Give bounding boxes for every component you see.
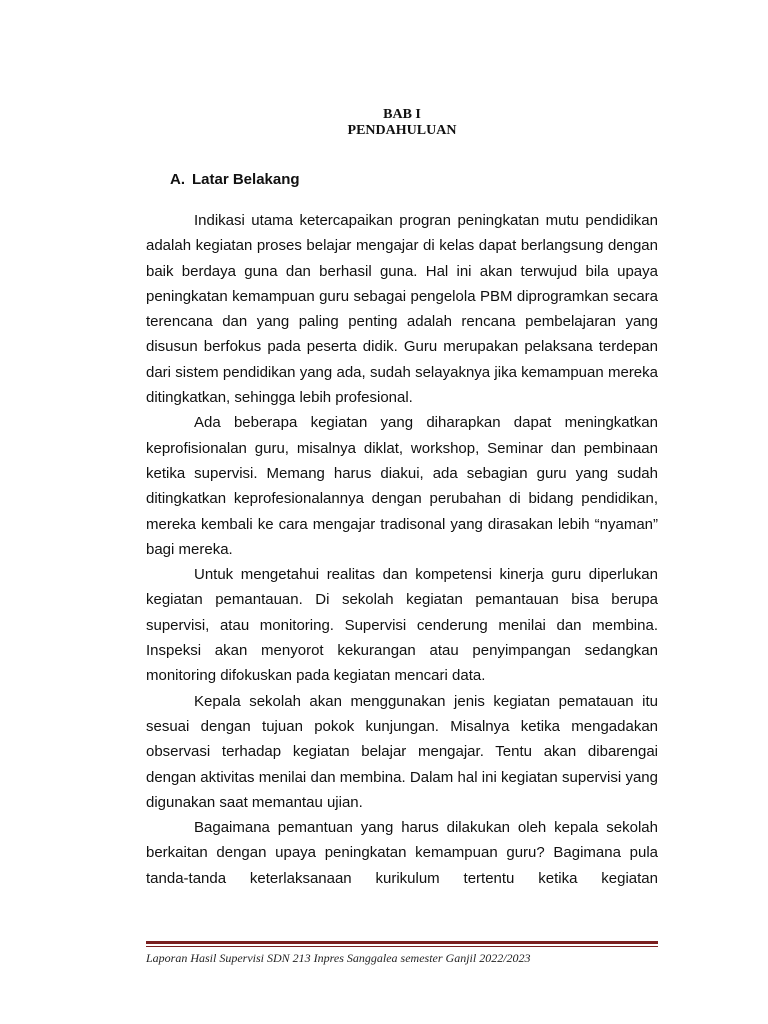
paragraph: Untuk mengetahui realitas dan kompetensi kinerja guru diperlukan kegiatan pemantauan. Di sekolah kegiatan pemantauan bisa berupa supervisi, atau monitoring. Supervisi cenderung menilai dan membina. Inspeksi akan menyorot kekurangan atau penyimpangan sedangkan monitoring difokuskan pada kegiatan mencari data. — [146, 566, 658, 685]
chapter-number: BAB I — [383, 107, 421, 122]
section-heading — [170, 171, 300, 189]
paragraph: Kepala sekolah akan menggunakan jenis kegiatan pematauan itu sesuai dengan tujuan pokok kunjungan. Misalnya ketika mengadakan observasi terhadap kegiatan belajar mengajar. Tentu akan dibarengai dengan aktivitas menilai dan membina. Dalam hal ini kegiatan supervisi yang digunakan saat memantau ujian. — [146, 692, 658, 811]
paragraph: Bagaimana pemantuan yang harus dilakukan oleh kepala sekolah berkaitan dengan upaya peningkatan kemampuan guru? Bagimana pula tanda-tanda keterlaksanaan kurikulum tertentu ketika kegiatan — [146, 819, 658, 887]
section-title: Latar Belakang — [192, 171, 300, 188]
paragraph: Indikasi utama ketercapaikan progran peningkatan mutu pendidikan adalah kegiatan proses belajar mengajar di kelas dapat berlangsung dengan baik berdaya guna dan berhasil guna. Hal ini akan terwujud bila upaya peningkatan kemampuan guru sebagai pengelola PBM diprogramkan secara terencana dan yang paling penting adalah rencana pembelajaran yang disusun berfokus pada peserta didik. Guru merupakan pelaksana terdepan dari sistem pendidikan yang ada, sudah selayaknya jika kemampuan mereka ditingkatkan, sehingga lebih profesional. — [146, 212, 658, 407]
footer-text: Laporan Hasil Supervisi SDN 213 Inpres Sanggalea semester Ganjil 2022/2023 — [146, 951, 531, 965]
chapter-title: PENDAHULUAN — [347, 123, 457, 138]
paragraph: Ada beberapa kegiatan yang diharapkan dapat meningkatkan keprofisionalan guru, misalnya diklat, workshop, Seminar dan pembinaan ketika supervisi. Memang harus diakui, ada sebagian guru yang sudah ditingkatkan keprofesionalannya dengan perubahan di bidang pendidikan, mereka kembali ke cara mengajar tradisonal yang dirasakan lebih “nyaman” bagi mereka. — [146, 414, 658, 558]
footer-rule-thick — [146, 941, 658, 944]
body-text — [146, 208, 658, 891]
footer-rule-thin — [146, 946, 658, 947]
section-letter: A. — [170, 171, 185, 188]
